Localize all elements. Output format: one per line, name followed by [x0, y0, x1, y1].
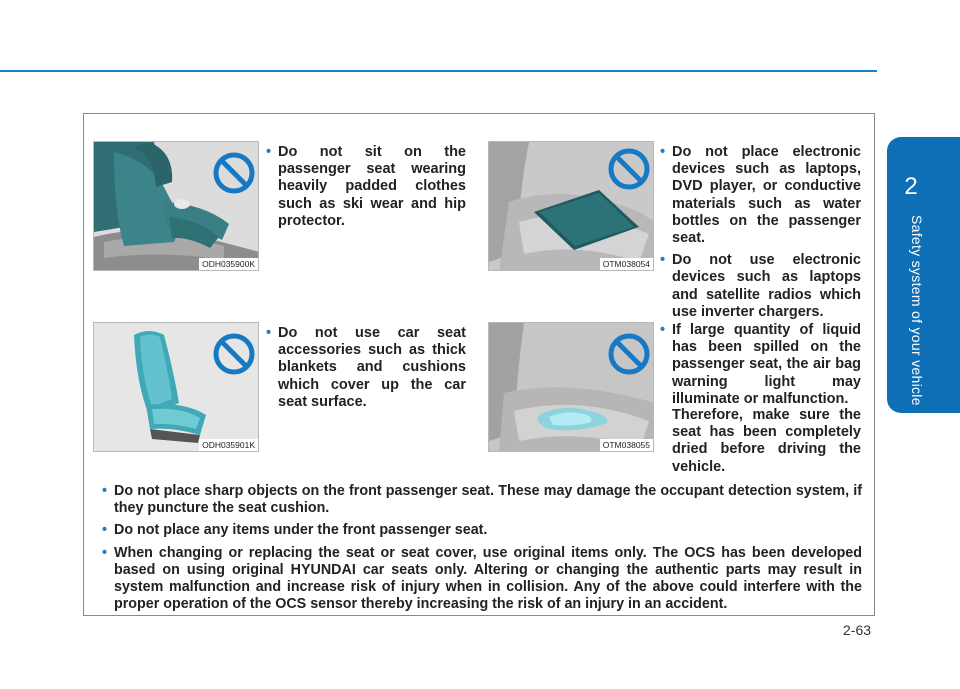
page-number: 2-63 — [843, 622, 872, 638]
header-rule — [0, 70, 877, 72]
warning-list-seat-accessories — [266, 325, 466, 416]
prohibition-icon — [211, 331, 257, 377]
warning-item: • Do not use electronic devices such as laptops and satellite radios which use inverter chargers. — [660, 252, 861, 321]
warning-item: • Do not place electronic devices such as laptops, DVD player, or conductive materials such as water bottles on the passenger seat. — [660, 144, 861, 247]
warning-item: • Do not place sharp objects on the front passenger seat. These may damage the occupant detection system, if they puncture the seat cushion. — [102, 483, 862, 517]
prohibition-icon — [606, 146, 652, 192]
figure-laptop-on-seat — [488, 141, 654, 271]
figure-code: ODH035900K — [199, 258, 258, 270]
warning-item: • Do not place any items under the front passenger seat. — [102, 522, 862, 539]
figure-seat-accessory — [93, 322, 259, 452]
prohibition-icon — [211, 150, 257, 196]
warning-list-liquid-spill — [660, 322, 861, 413]
figure-padded-clothes — [93, 141, 259, 271]
chapter-tab[interactable] — [887, 137, 960, 413]
figure-code: ODH035901K — [199, 439, 258, 451]
figure-liquid-spill — [488, 322, 654, 452]
warning-item: • Do not use car seat accessories such as thick blankets and cushions which cover up the car seat surface. — [266, 325, 466, 411]
warning-frame — [83, 113, 875, 616]
figure-code: OTM038055 — [600, 439, 653, 451]
figure-code: OTM038054 — [600, 258, 653, 270]
warning-item: • Do not sit on the passenger seat wearing heavily padded clothes such as ski wear and hip protector. — [266, 144, 466, 230]
warning-item: • When changing or replacing the seat or seat cover, use original items only. The OCS has been developed based on using original HYUNDAI car seats only. Altering or changing the authentic parts may result in system malfunction and increase risk of injury when in collision. Any of the above could interfere with the proper operation of the OCS sensor thereby increasing the risk of an injury in an accident. — [102, 545, 862, 614]
chapter-title: Safety system of your vehicle — [909, 215, 925, 406]
prohibition-icon — [606, 331, 652, 377]
warning-list-general — [102, 483, 862, 618]
chapter-number: 2 — [904, 173, 918, 200]
warning-note-dry-seat: Therefore, make sure the seat has been completely dried before driving the vehicle. — [672, 407, 861, 475]
warning-list-padded-clothes — [266, 144, 466, 235]
warning-list-electronic-devices — [660, 144, 861, 326]
warning-item: • If large quantity of liquid has been spilled on the passenger seat, the air bag warning light may illuminate or malfunction. — [660, 322, 861, 408]
